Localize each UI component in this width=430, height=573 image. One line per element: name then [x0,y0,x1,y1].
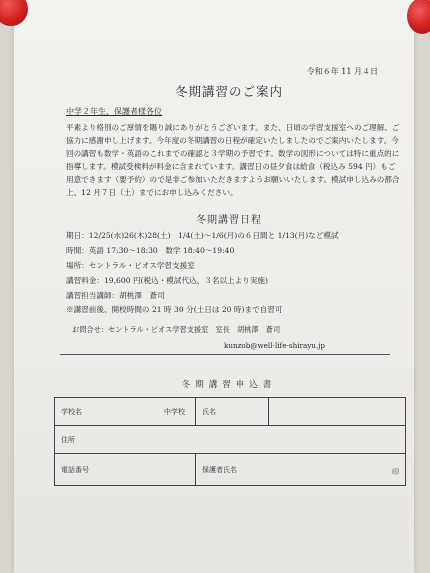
school-label: 学校名 [61,407,82,416]
application-form [54,397,406,486]
notice-paper [14,0,414,573]
intro-paragraph [66,121,402,199]
form-title: 冬期講習申込書 [181,380,277,390]
schedule-times: 時間：英語 17:30～18:30 数学 18:40～19:40 [66,246,235,255]
seal-mark: 印 [392,468,399,476]
notice-date: 令和６年 11 月４日 [306,67,378,76]
guardian-label: 保護者氏名 [202,465,237,474]
school-suffix: 中学校 [164,408,185,416]
name-field[interactable] [269,398,406,426]
phone-field[interactable] [55,454,196,486]
notice-title: 冬期講習のご案内 [174,84,283,99]
phone-label: 電話番号 [61,465,89,474]
address-field[interactable] [55,426,406,454]
schedule-note: ※講習前後、開校時間の 21 時 30 分(土日は 20 時)まで自習可 [66,305,283,314]
schedule-fee: 講習料金：19,600 円(税込・模試代込、３名以上より実施) [66,276,268,285]
contact-email: kunzob@well-life-shirayu.jp [224,341,326,350]
schedule-title: 冬期講習日程 [196,215,262,226]
schedule-dates: 期日：12/25(水)26(木)28(土) 1/4(土)～1/6(月)の６日間と 1/13(月)など模試 [66,231,339,240]
guardian-field[interactable] [196,454,406,486]
address-label: 住所 [61,435,75,444]
intro-text: 平素より格別のご厚情を賜り誠にありがとうございます。また、日頃の学習支援室へのご理解、ご協力に感謝申し上げます。今年度の冬期講習の日程が確定いたしましたのでご案内いたします。今回の講習も数学・英語のこれまでの確認と３学期の予習です。数学の図形については特に重点的に指導します。模試受検料が料金に含まれています。講習日の昼夕食は給食（税込み 594 円）もご用意できます（要予約）ので是非ご参加いただきますようお願いいたします。模試申し込みの都合上、12 月７日（土）までにお申し込みください。 [66,123,400,197]
contact-line: お問合せ：セントラル・ビオス学習支援室 室長 胡桃澤 蒼司 [72,325,281,334]
name-label: 氏名 [202,407,216,416]
cut-line [60,354,390,355]
schedule-place: 場所：セントラル・ビオス学習支援室 [66,261,195,270]
name-label-cell [196,398,269,426]
addressee-line: 中学２年生、保護者様各位 [66,107,162,116]
school-field[interactable] [55,398,196,426]
schedule-teacher: 講習担当講師：胡桃澤 蒼司 [66,291,165,300]
